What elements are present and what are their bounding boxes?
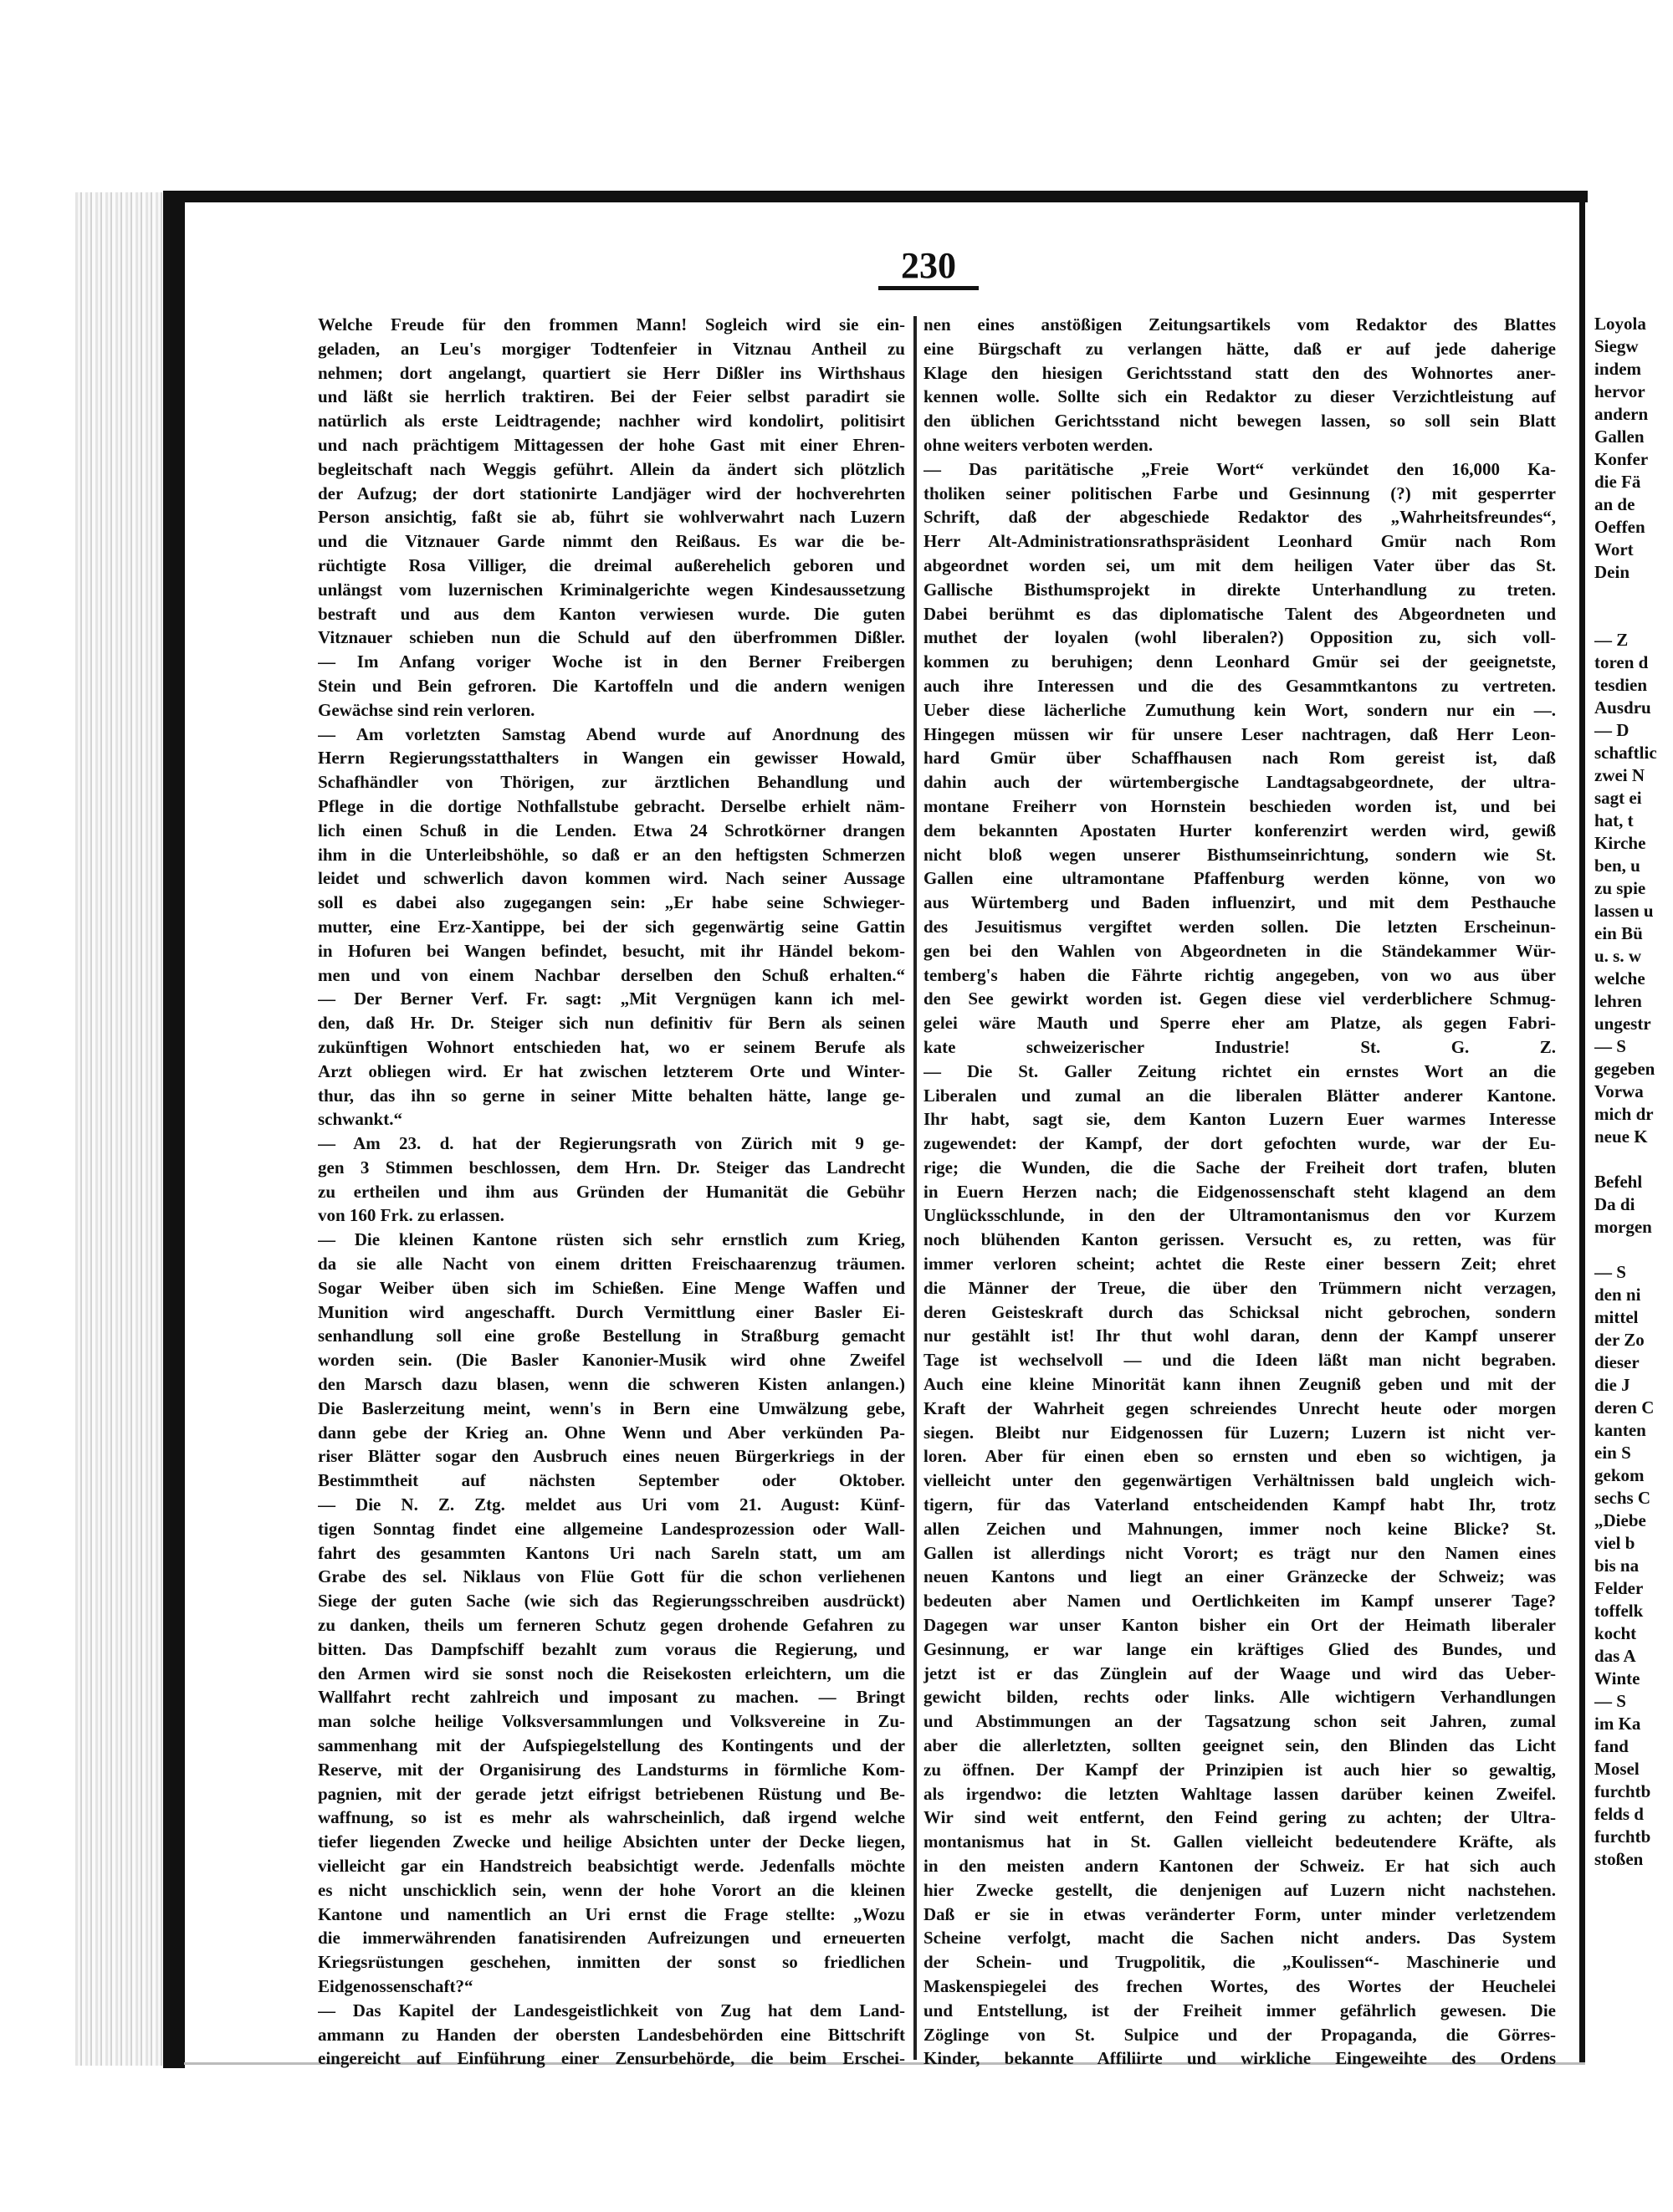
text-line: neue K: [1594, 1126, 1648, 1147]
text-line: ihm in die Unterleibshöhle, so daß er an den heftigsten Schmerzen: [318, 844, 905, 865]
text-line: unlängst vom luzernischen Kriminalgerichte wegen Kindesaussetzung: [318, 579, 905, 600]
text-line: lich einen Schuß in die Lenden. Etwa 24 Schrotkörner drangen: [318, 820, 905, 840]
text-line: es nicht unschicklich sein, wenn der hohe Vorort an die kleinen: [318, 1879, 905, 1900]
text-line: tiefer liegenden Zwecke und heilige Absichten unter der Decke liegen,: [318, 1831, 905, 1852]
text-line: Arzt obliegen wird. Er hat zwischen letzterem Orte und Winter-: [318, 1060, 905, 1081]
column-separator: [913, 316, 917, 2060]
text-line: soll es dabei also zugegangen sein: „Er habe seine Schwieger-: [318, 892, 905, 913]
text-line: bedeuten aber Namen und Oertlichkeiten im Kampf unserer Tage?: [923, 1591, 1556, 1612]
text-line: bestraft und aus dem Kanton verwiesen wurde. Die guten: [318, 603, 905, 624]
text-line: Loyola: [1594, 314, 1646, 334]
text-line: — Das paritätische „Freie Wort“ verkündet den 16,000 Ka-: [923, 458, 1556, 479]
text-line: men und von einem Nachbar derselben den Schuß erhalten.“: [318, 964, 905, 985]
text-line: welche: [1594, 968, 1645, 989]
text-line: nicht bloß wegen unserer Bisthumseinrichtung, sondern wie St.: [923, 844, 1556, 865]
text-line: Person ansichtig, faßt sie ab, führt sie wohlverwahrt nach Luzern: [318, 507, 905, 528]
text-line: Konfer: [1594, 449, 1649, 469]
text-line: natürlich als erste Leidtragende; nachher wird kondolirt, politisirt: [318, 411, 905, 432]
text-line: Stein und Bein gefroren. Die Kartoffeln und die andern wenigen: [318, 675, 905, 696]
text-line: kommen zu beruhigen; denn Leonhard Gmür sei der geeignetste,: [923, 651, 1556, 672]
text-line: gen 3 Stimmen beschlossen, dem Hrn. Dr. Steiger das Landrecht: [318, 1157, 905, 1178]
text-line: — Z: [1594, 630, 1629, 650]
text-line: ammann zu Handen der obersten Landesbehörden eine Bittschrift: [318, 2024, 905, 2045]
text-line: Dein: [1594, 562, 1630, 582]
text-line: Gallen eine ultramontane Pfaffenburg werden könne, von wo: [923, 868, 1556, 889]
text-line: ein Bü: [1594, 923, 1643, 943]
text-line: kocht: [1594, 1623, 1637, 1643]
text-line: u. s. w: [1594, 946, 1642, 966]
text-line: Hingegen müssen wir für unsere Leser nachtragen, daß Herr Leon-: [923, 723, 1556, 744]
text-line: fahrt des gesammten Kantons Uri nach Sareln statt, um am: [318, 1542, 905, 1563]
text-line: Scheine verfolgt, macht die Sachen nicht anders. Das System: [923, 1928, 1556, 1949]
text-line: Gallen: [1594, 427, 1645, 447]
text-line: zu ertheilen und ihm aus Gründen der Humanität die Gebühr: [318, 1181, 905, 1202]
text-line: dem bekannten Apostaten Hurter konferenzirt werden wird, gewiß: [923, 820, 1556, 840]
text-line: — Die St. Galler Zeitung richtet ein ernstes Wort an die: [923, 1060, 1556, 1081]
text-line: zu öffnen. Der Kampf der Prinzipien ist auch hier so gewaltig,: [923, 1759, 1556, 1780]
text-line: fand: [1594, 1736, 1629, 1756]
text-line: Gewächse sind rein verloren.: [318, 699, 535, 720]
text-line: den, daß Hr. Dr. Steiger sich nun definitiv für Bern als seinen: [318, 1013, 905, 1034]
text-line: Gallische Bisthumsprojekt in direkte Unterhandlung zu treten.: [923, 579, 1556, 600]
text-line: Dabei berühmt es das diplomatische Talent des Abgeordneten und: [923, 603, 1556, 624]
text-line: hard Gmür über Schaffhausen nach Rom gereist ist, daß: [923, 748, 1556, 769]
text-line: zwei N: [1594, 765, 1645, 785]
text-line: kanten: [1594, 1420, 1646, 1440]
text-line: Eidgenossenschaft?“: [318, 1975, 473, 1996]
text-line: mutter, eine Erz-Xantippe, bei der sich gegenwärtig seine Gattin: [318, 916, 905, 937]
text-line: viel b: [1594, 1533, 1635, 1553]
text-line: tholiken seiner politischen Farbe und Gesinnung (?) mit gesperrter: [923, 483, 1556, 503]
text-line: Befehl: [1594, 1172, 1643, 1192]
text-line: Ueber diese lächerliche Zumuthung kein Wort, sondern nur ein —.: [923, 699, 1556, 720]
text-line: in den meisten andern Kantonen der Schweiz. Er hat sich auch: [923, 1856, 1556, 1876]
left-text-column: [318, 313, 905, 2071]
text-line: den üblichen Gerichtsstand nicht bewegen lassen, so soll sein Blatt: [923, 411, 1556, 432]
text-line: Munition wird angeschafft. Durch Vermittlung einer Basler Ei-: [318, 1301, 905, 1322]
text-line: den ni: [1594, 1285, 1641, 1305]
text-line: siegen. Bleibt nur Eidgenossen für Luzern; Luzern ist nicht ver-: [923, 1422, 1556, 1443]
text-line: Reserve, mit der Organisirung des Landsturms in förmliche Kom-: [318, 1759, 905, 1780]
text-line: Pflege in die dortige Nothfallstube gebracht. Derselbe erhielt näm-: [318, 795, 905, 816]
text-line: da sie alle Nacht von einem dritten Freischaarenzug träumen.: [318, 1254, 905, 1275]
text-line: vielleicht gar ein Handstreich beabsichtigt werde. Jedenfalls möchte: [318, 1856, 905, 1876]
text-line: Welche Freude für den frommen Mann! Sogleich wird sie ein-: [318, 314, 905, 335]
text-line: stoßen: [1594, 1849, 1644, 1869]
next-page-fragment-column: [1594, 313, 1673, 1871]
book-page-edges: [75, 192, 167, 2066]
text-line: — Das Kapitel der Landesgeistlichkeit von Zug hat dem Land-: [318, 2000, 905, 2020]
text-line: — Am vorletzten Samstag Abend wurde auf Anordnung des: [318, 723, 905, 744]
text-line: kennen wolle. Sollte sich ein Redaktor zu dieser Verzichtleistung auf: [923, 386, 1556, 407]
text-line: tigen Sonntag findet eine allgemeine Landesprozession oder Wall-: [318, 1518, 905, 1539]
text-line: — Im Anfang voriger Woche ist in den Berner Freibergen: [318, 651, 905, 672]
text-line: Gallen ist allerdings nicht Vorort; es trägt nur den Namen eines: [923, 1542, 1556, 1563]
text-line: [1594, 606, 1673, 629]
text-line: bitten. Das Dampfschiff bezahlt zum voraus die Regierung, und: [318, 1638, 905, 1659]
text-line: [1594, 584, 1673, 606]
text-line: vielleicht unter den gegenwärtigen Verhältnissen bald ungleich wich-: [923, 1470, 1556, 1491]
text-line: in Hofuren bei Wangen befindet, besucht, mit ihr Händel bekom-: [318, 940, 905, 961]
text-line: ohne weiters verboten werden.: [923, 434, 1154, 455]
text-line: immer verloren scheint; achtet die Reste einer bessern Zeit; ehret: [923, 1254, 1556, 1275]
text-line: Siegw: [1594, 336, 1639, 356]
text-line: Tage ist wechselvoll — und die Ideen läßt man nicht begraben.: [923, 1350, 1556, 1371]
text-line: Herrn Regierungsstatthalters in Wangen ein gewisser Howald,: [318, 748, 905, 769]
text-line: eingereicht auf Einführung einer Zensurbehörde, die beim Erschei-: [318, 2048, 905, 2069]
text-line: noch blühenden Kanton gerissen. Versucht es, zu retten, was für: [923, 1229, 1556, 1250]
text-line: allen Zeichen und Mahnungen, immer noch keine Blicke? St.: [923, 1518, 1556, 1539]
text-line: Oeffen: [1594, 517, 1645, 537]
text-line: Bestimmtheit auf nächsten September oder Oktober.: [318, 1470, 905, 1491]
text-line: tigern, für das Vaterland entscheidenden Kampf habt Ihr, trotz: [923, 1494, 1556, 1515]
text-line: das A: [1594, 1646, 1636, 1666]
text-line: kate schweizerischer Industrie! St. G. Z.: [923, 1036, 1556, 1057]
text-line: sammenhang mit der Aufspiegelstellung des Kontingents und der: [318, 1735, 905, 1756]
text-line: [1594, 1239, 1673, 1261]
text-line: und Entstellung, ist der Freiheit immer gefährlich gewesen. Die: [923, 2000, 1556, 2020]
text-line: auch ihre Interessen und die des Gesammtkantons zu vertreten.: [923, 675, 1556, 696]
text-line: zukünftigen Wohnort entschieden hat, wo er seinem Berufe als: [318, 1036, 905, 1057]
text-line: gekom: [1594, 1465, 1645, 1485]
text-line: loren. Aber für einen eben so ernsten und eben so wichtigen, ja: [923, 1446, 1556, 1467]
text-line: ungestr: [1594, 1014, 1651, 1034]
text-line: Daß er sie in etwas veränderter Form, unter minder verletzendem: [923, 1903, 1556, 1924]
text-line: sechs C: [1594, 1488, 1651, 1508]
text-line: deren C: [1594, 1397, 1655, 1418]
text-line: Wir sind weit entfernt, den Feind gering zu achten; der Ultra-: [923, 1807, 1556, 1828]
text-line: man solche heilige Volksversammlungen und Volksvereine in Zu-: [318, 1711, 905, 1732]
text-line: worden sein. (Die Basler Kanonier-Musik wird ohne Zweifel: [318, 1350, 905, 1371]
right-border-rule: [1579, 191, 1585, 2064]
text-line: dann gebe der Krieg an. Ohne Wenn und Aber verkünden Pa-: [318, 1422, 905, 1443]
page-number: 230: [901, 245, 956, 286]
text-line: eine Bürgschaft zu verlangen hätte, daß er auf jede daherige: [923, 338, 1556, 359]
text-line: Vorwa: [1594, 1081, 1644, 1101]
text-line: Unglücksschlunde, in den der Ultramontanismus den vor Kurzem: [923, 1205, 1556, 1226]
text-line: Dagegen war unser Kanton bisher ein Ort der Heimath liberaler: [923, 1615, 1556, 1636]
text-line: Maskenspiegelei des frechen Wortes, des Wortes der Heuchelei: [923, 1975, 1556, 1996]
text-line: und nach prächtigem Mittagessen der hohe Gast mit einer Ehren-: [318, 434, 905, 455]
text-line: Vitznauer schieben nun die Schuld auf den überfrommen Dißler.: [318, 627, 905, 648]
text-line: indem: [1594, 359, 1642, 379]
text-line: ben, u: [1594, 856, 1640, 876]
text-line: senhandlung soll eine große Bestellung in Straßburg gemacht: [318, 1326, 905, 1346]
text-line: — S: [1594, 1691, 1626, 1711]
text-line: Wort: [1594, 539, 1634, 559]
text-line: Kantone und namentlich an Uri ernst die Frage stellte: „Wozu: [318, 1903, 905, 1924]
text-line: Die Baslerzeitung meint, wenn's in Bern eine Umwälzung gebe,: [318, 1397, 905, 1418]
text-line: zu danken, theils um ferneren Schutz gegen drohende Gefahren zu: [318, 1615, 905, 1636]
text-line: — Der Berner Verf. Fr. sagt: „Mit Vergnügen kann ich mel-: [318, 989, 905, 1009]
text-line: Schafhändler von Thörigen, zur ärztlichen Behandlung und: [318, 772, 905, 793]
text-line: jetzt ist er das Zünglein auf der Waage und wird das Ueber-: [923, 1663, 1556, 1683]
text-line: thur, das ihn so gerne in seiner Mitte behalten hätte, lange ge-: [318, 1085, 905, 1106]
text-line: neuen Kantons und liegt an einer Gränzecke der Schweiz; was: [923, 1566, 1556, 1587]
text-line: gen bei den Wahlen von Abgeordneten in die Ständekammer Wür-: [923, 940, 1556, 961]
text-line: und läßt sie herrlich traktiren. Bei der Feier selbst paradirt sie: [318, 386, 905, 407]
text-line: Auch eine kleine Minorität kann ihnen Zeugniß geben und mit der: [923, 1374, 1556, 1395]
text-line: nehmen; dort angelangt, quartiert sie Herr Dißler ins Wirthshaus: [318, 362, 905, 383]
text-line: Kraft der Wahrheit gegen schreiendes Unrecht heute oder morgen: [923, 1397, 1556, 1418]
text-line: als irgendwo: die letzten Wahltage lassen darüber keinen Zweifel.: [923, 1783, 1556, 1804]
text-line: rige; die Wunden, die die Sache der Freiheit dort trafen, bluten: [923, 1157, 1556, 1178]
text-line: die immerwährenden fanatisirenden Aufreizungen und erneuerten: [318, 1928, 905, 1949]
text-line: lehren: [1594, 991, 1642, 1011]
right-text-column: [923, 313, 1556, 2071]
text-line: Felder: [1594, 1578, 1644, 1598]
text-line: gegeben: [1594, 1059, 1655, 1079]
text-line: tesdien: [1594, 675, 1647, 695]
text-line: in Euern Herzen nach; die Eidgenossenschaft steht klagend an dem: [923, 1181, 1556, 1202]
text-line: von 160 Frk. zu erlassen.: [318, 1205, 504, 1226]
header-rule: [167, 191, 1588, 202]
text-line: aber die allerletzten, sollten geeignet sein, den Blinden das Licht: [923, 1735, 1556, 1756]
text-line: zugewendet: der Kampf, der dort gefochten wurde, war der Eu-: [923, 1133, 1556, 1154]
text-line: — Die kleinen Kantone rüsten sich sehr ernstlich zum Krieg,: [318, 1229, 905, 1250]
text-line: Liberalen und zumal an die liberalen Blätter anderer Kantone.: [923, 1085, 1556, 1106]
text-line: schwankt.“: [318, 1109, 402, 1130]
text-line: Ihr habt, sagt sie, dem Kanton Luzern Euer warmes Interesse: [923, 1109, 1556, 1130]
text-line: hier Zwecke gestellt, die denjenigen auf Luzern nicht nachstehen.: [923, 1879, 1556, 1900]
text-line: muthet der loyalen (wohl liberalen?) Opposition zu, sich voll-: [923, 627, 1556, 648]
text-line: gelei wäre Mauth und Sperre eher am Platze, als gegen Fabri-: [923, 1013, 1556, 1034]
text-line: der Schein- und Trugpolitik, die „Koulissen“- Maschinerie und: [923, 1952, 1556, 1973]
text-line: Kinder, bekannte Affiliirte und wirkliche Eingeweihte des Ordens: [923, 2048, 1556, 2069]
text-line: rüchtigte Rosa Villiger, die dreimal außerehelich geboren und: [318, 554, 905, 575]
text-line: Kriegsrüstungen geschehen, inmitten der sonst so friedlichen: [318, 1952, 905, 1973]
text-line: Zöglinge von St. Sulpice und der Propaganda, die Görres-: [923, 2024, 1556, 2045]
text-line: riser Blätter sogar den Ausbruch eines neuen Bürgerkriegs in der: [318, 1446, 905, 1467]
book-binding: [163, 191, 185, 2068]
text-line: Winte: [1594, 1668, 1640, 1688]
text-line: — S: [1594, 1036, 1626, 1056]
text-line: die J: [1594, 1375, 1630, 1395]
text-line: sagt ei: [1594, 788, 1642, 808]
text-line: bis na: [1594, 1556, 1640, 1576]
text-line: — S: [1594, 1262, 1626, 1282]
page-number-underline: [878, 286, 979, 290]
text-line: die Fä: [1594, 472, 1641, 492]
text-line: Gesinnung, er war lange ein kräftiges Glied des Bundes, und: [923, 1638, 1556, 1659]
text-line: „Diebe: [1594, 1510, 1646, 1530]
text-line: des Jesuitismus vergiftet werden sollen. Die letzten Erscheinun-: [923, 916, 1556, 937]
text-line: den Armen wird sie sonst noch die Reisekosten erleichtern, um die: [318, 1663, 905, 1683]
text-line: furchtb: [1594, 1826, 1651, 1847]
text-line: lassen u: [1594, 901, 1654, 921]
text-line: an de: [1594, 494, 1635, 514]
text-line: geladen, an Leu's morgiger Todtenfeier in Vitznau Antheil zu: [318, 338, 905, 359]
text-line: — D: [1594, 720, 1630, 740]
text-line: im Ka: [1594, 1714, 1641, 1734]
text-line: begleitschaft nach Weggis geführt. Allein da ändert sich plötzlich: [318, 458, 905, 479]
text-line: nen eines anstößigen Zeitungsartikels vom Redaktor des Blattes: [923, 314, 1556, 335]
text-line: — Am 23. d. hat der Regierungsrath von Zürich mit 9 ge-: [318, 1133, 905, 1154]
text-line: schaftlic: [1594, 743, 1657, 763]
text-line: dieser: [1594, 1352, 1640, 1372]
text-line: den See gewirkt worden ist. Gegen diese viel verderblichere Schmug-: [923, 989, 1556, 1009]
text-line: [1594, 1148, 1673, 1171]
text-line: Klage den hiesigen Gerichtsstand statt den des Wohnortes aner-: [923, 362, 1556, 383]
text-line: Schrift, daß der abgeschiede Redaktor des „Wahrheitsfreundes“,: [923, 507, 1556, 528]
text-line: furchtb: [1594, 1781, 1651, 1801]
text-line: leidet und schwerlich davon kommen wird. Nach seiner Aussage: [318, 868, 905, 889]
text-line: zu spie: [1594, 878, 1646, 898]
text-line: Siege der guten Sache (wie sich das Regierungsschreiben ausdrückt): [318, 1591, 905, 1612]
text-line: morgen: [1594, 1217, 1652, 1237]
text-line: der Zo: [1594, 1330, 1645, 1350]
text-line: Kirche: [1594, 833, 1646, 853]
text-line: Sogar Weiber üben sich im Schießen. Eine Menge Waffen und: [318, 1277, 905, 1298]
text-line: nur gestählt ist! Ihr thut wohl daran, denn der Kampf unserer: [923, 1326, 1556, 1346]
text-line: Da di: [1594, 1194, 1635, 1214]
text-line: den Marsch dazu blasen, wenn die schweren Kisten anlangen.): [318, 1374, 905, 1395]
text-line: aus Würtemberg und Baden influenzirt, und mit dem Pesthauche: [923, 892, 1556, 913]
text-line: Herr Alt-Administrationsrathspräsident Leonhard Gmür nach Rom: [923, 531, 1556, 552]
text-line: dahin auch der würtembergische Landtagsabgeordnete, der ultra-: [923, 772, 1556, 793]
text-line: hat, t: [1594, 810, 1634, 830]
text-line: Ausdru: [1594, 697, 1651, 718]
text-line: Mosel: [1594, 1759, 1640, 1779]
text-line: toren d: [1594, 652, 1649, 672]
text-line: ein S: [1594, 1443, 1631, 1463]
text-line: toffelk: [1594, 1601, 1644, 1621]
text-line: Wallfahrt recht zahlreich und imposant zu machen. — Bringt: [318, 1687, 905, 1708]
text-line: der Aufzug; der dort stationirte Landjäger wird der hochverehrten: [318, 483, 905, 503]
text-line: die Männer der Treue, die über den Trümmern nicht verzagen,: [923, 1277, 1556, 1298]
text-line: temberg's haben die Fährte richtig angegeben, von wo aus über: [923, 964, 1556, 985]
text-line: felds d: [1594, 1804, 1644, 1824]
text-line: gewicht bilden, rechts oder links. Alle wichtigern Verhandlungen: [923, 1687, 1556, 1708]
text-line: deren Geisteskraft durch das Schicksal nicht gebrochen, sondern: [923, 1301, 1556, 1322]
text-line: waffnung, so ist es mehr als wahrscheinlich, daß irgend welche: [318, 1807, 905, 1828]
text-line: und Abstimmungen an der Tagsatzung schon seit Jahren, zumal: [923, 1711, 1556, 1732]
text-line: Grabe des sel. Niklaus von Flüe Gott für die schon verliehenen: [318, 1566, 905, 1587]
text-line: mich dr: [1594, 1104, 1654, 1124]
text-line: montanismus hat in St. Gallen vielleicht bedeutendere Kräfte, als: [923, 1831, 1556, 1852]
text-line: — Die N. Z. Ztg. meldet aus Uri vom 21. August: Künf-: [318, 1494, 905, 1515]
text-line: hervor: [1594, 381, 1645, 401]
text-line: mittel: [1594, 1307, 1639, 1327]
text-line: abgeordnet worden sei, um mit dem heiligen Vater über das St.: [923, 554, 1556, 575]
text-line: und die Vitznauer Garde nimmt den Reißaus. Es war die be-: [318, 531, 905, 552]
text-line: andern: [1594, 404, 1649, 424]
text-line: pagnien, mit der gerade jetzt eifrigst betriebenen Rüstung und Be-: [318, 1783, 905, 1804]
text-line: montane Freiherr von Hornstein beschieden worden ist, und bei: [923, 795, 1556, 816]
